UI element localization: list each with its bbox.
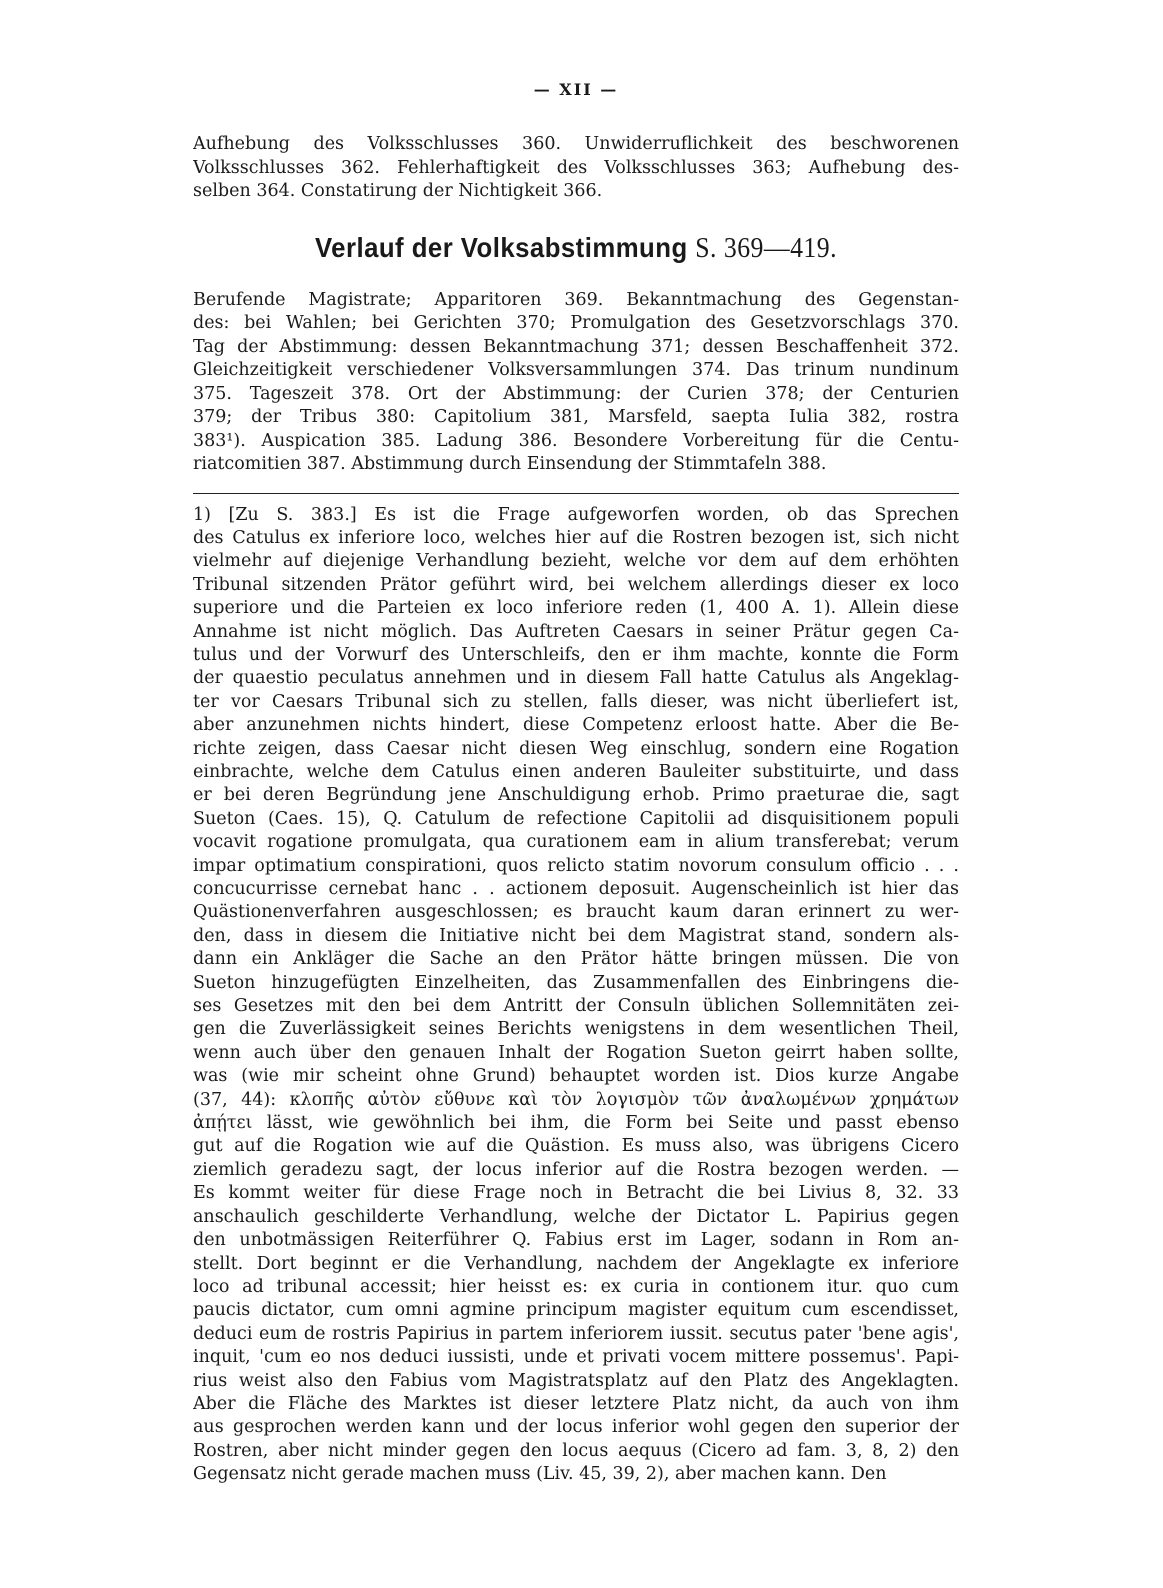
footnote-line: stellt. Dort beginnt er die Verhandlung, nachdem der Angeklagte ex inferiore xyxy=(193,1253,959,1274)
footnote-line: Tribunal sitzenden Prätor geführt wird, bei welchem allerdings dieser ex loco xyxy=(193,574,959,595)
footnote-line: ter vor Caesars Tribunal sich zu stellen, falls dieser, was nicht überliefert ist, xyxy=(193,691,959,712)
footnote-line: wenn auch über den genauen Inhalt der Rogation Sueton geirrt haben sollte, xyxy=(193,1042,959,1063)
intro-line: Aufhebung des Volksschlusses 360. Unwiderruflichkeit des beschworenen xyxy=(193,134,959,154)
footnote-line: deduci eum de rostris Papirius in partem inferiorem iussit. secutus pater 'bene agis', xyxy=(193,1323,959,1344)
footnote-line: er bei deren Begründung jene Anschuldigung erhob. Primo praeturae die, sagt xyxy=(193,785,959,806)
section-pages: S. 369—419. xyxy=(695,232,838,264)
summary-line: Gleichzeitigkeit verschiedener Volksversammlungen 374. Das trinum nundinum xyxy=(193,360,959,380)
summary-line: des: bei Wahlen; bei Gerichten 370; Promulgation des Gesetzvorschlags 370. xyxy=(193,313,959,333)
footnote-line: rius weist also den Fabius vom Magistratsplatz auf den Platz des Angeklagten. xyxy=(193,1370,959,1391)
footnote-line: 1) [Zu S. 383.] Es ist die Frage aufgeworfen worden, ob das Sprechen xyxy=(193,504,959,525)
footnote-line: anschaulich geschilderte Verhandlung, welche der Dictator L. Papirius gegen xyxy=(193,1206,959,1227)
footnote-line: einbrachte, welche dem Catulus einen anderen Bauleiter substituirte, und dass xyxy=(193,761,959,782)
footnote-line: Gegensatz nicht gerade machen muss (Liv. 45, 39, 2), aber machen kann. Den xyxy=(193,1464,887,1485)
footnote-line: paucis dictator, cum omni agmine principum magister equitum cum escendisset, xyxy=(193,1300,959,1321)
footnote-line: Es kommt weiter für diese Frage noch in Betracht die bei Livius 8, 32. 33 xyxy=(193,1183,959,1204)
footnote-line: aus gesprochen werden kann und der locus inferior wohl gegen den superior der xyxy=(193,1417,959,1438)
footnote-line: inquit, 'cum eo nos deduci iussisti, unde et privati vocem mittere possemus'. Papi- xyxy=(193,1347,959,1368)
footnote-rule xyxy=(193,493,959,494)
summary-line: 379; der Tribus 380: Capitolium 381, Marsfeld, saepta Iulia 382, rostra xyxy=(193,407,959,427)
footnote-line: dann ein Ankläger die Sache an den Prätor hätte bringen müssen. Die von xyxy=(193,949,959,970)
summary-line: Tag der Abstimmung: dessen Bekanntmachung 371; dessen Beschaffenheit 372. xyxy=(193,336,959,357)
summary-line: Berufende Magistrate; Apparitoren 369. Bekanntmachung des Gegenstan- xyxy=(193,289,959,310)
footnote-line: Sueton (Caes. 15), Q. Catulum de refectione Capitolii ad disquisitionem populi xyxy=(193,808,959,829)
footnote-line: impar optimatium conspirationi, quos relicto statim novorum consulum officio . . . xyxy=(193,855,959,876)
summary-line: 383¹). Auspication 385. Ladung 386. Besondere Vorbereitung für die Centu- xyxy=(193,430,959,451)
footnote-line: der quaestio peculatus annehmen und in diesem Fall hatte Catulus als Angeklag- xyxy=(193,668,959,689)
footnote-line: vocavit rogatione promulgata, qua curationem eam in alium transferebat; verum xyxy=(193,832,959,853)
footnote-line: tulus und der Vorwurf des Unterschleifs, den er ihm machte, konnte die Form xyxy=(193,644,959,665)
footnote-line: Quästionenverfahren ausgeschlossen; es braucht kaum daran erinnert zu wer- xyxy=(193,902,959,923)
footnote-line: was (wie mir scheint ohne Grund) behauptet worden ist. Dios kurze Angabe xyxy=(193,1066,959,1087)
section-title: Verlauf der Volksabstimmung xyxy=(314,231,688,263)
page-number: — XII — xyxy=(533,80,619,99)
footnote-line: Annahme ist nicht möglich. Das Auftreten Caesars in seiner Prätur gegen Ca- xyxy=(193,621,959,642)
footnote-line: (37, 44): κλοπῆς αὐτὸν εὔθυνε καὶ τὸν λογισμὸν τῶν ἀναλωμένων χρημάτων xyxy=(193,1089,959,1110)
intro-paragraph xyxy=(193,133,959,204)
footnote-line: den unbotmässigen Reiterführer Q. Fabius erst im Lager, sodann in Rom an- xyxy=(193,1230,959,1251)
footnote-line: Aber die Fläche des Marktes ist dieser letztere Platz nicht, da auch von ihm xyxy=(193,1393,959,1414)
footnote-line: des Catulus ex inferiore loco, welches hier auf die Rostren bezogen ist, sich nicht xyxy=(193,527,959,548)
footnote-line: gen die Zuverlässigkeit seines Berichts wenigstens in dem wesentlichen Theil, xyxy=(193,1019,959,1040)
summary-line: riatcomitien 387. Abstimmung durch Einsendung der Stimmtafeln 388. xyxy=(193,454,827,474)
intro-line: selben 364. Constatirung der Nichtigkeit 366. xyxy=(193,181,603,201)
footnote-line: ἀπῄτει lässt, wie gewöhnlich bei ihm, die Form bei Seite und passt ebenso xyxy=(193,1113,959,1134)
summary-paragraph xyxy=(193,289,959,477)
summary-line: 375. Tageszeit 378. Ort der Abstimmung: der Curien 378; der Centurien xyxy=(193,383,959,404)
document-page xyxy=(193,80,959,1487)
footnote-line: ziemlich geradezu sagt, der locus inferior auf die Rostra bezogen werden. — xyxy=(193,1159,959,1180)
footnote-line: superiore und die Parteien ex loco inferiore reden (1, 400 A. 1). Allein diese xyxy=(193,598,959,619)
footnote xyxy=(193,504,959,1487)
footnote-line: Sueton hinzugefügten Einzelheiten, das Zusammenfallen des Einbringens die- xyxy=(193,972,959,993)
footnote-line: loco ad tribunal accessit; hier heisst es: ex curia in contionem itur. quo cum xyxy=(193,1276,959,1297)
footnote-line: concucurrisse cernebat hanc . . actionem deposuit. Augenscheinlich ist hier das xyxy=(193,879,959,899)
section-heading xyxy=(224,232,929,265)
intro-line: Volksschlusses 362. Fehlerhaftigkeit des Volksschlusses 363; Aufhebung des- xyxy=(193,157,959,178)
footnote-line: vielmehr auf diejenige Verhandlung bezieht, welche vor dem auf dem erhöhten xyxy=(193,551,959,572)
footnote-line: richte zeigen, dass Caesar nicht diesen Weg einschlug, sondern eine Rogation xyxy=(193,738,959,759)
footnote-line: Rostren, aber nicht minder gegen den locus aequus (Cicero ad fam. 3, 8, 2) den xyxy=(193,1440,959,1461)
footnote-line: den, dass in diesem die Initiative nicht bei dem Magistrat stand, sondern als- xyxy=(193,925,959,946)
footnote-line: ses Gesetzes mit den bei dem Antritt der Consuln üblichen Sollemnitäten zei- xyxy=(193,996,959,1017)
footnote-line: aber anzunehmen nichts hindert, diese Competenz erloost hatte. Aber die Be- xyxy=(193,715,959,736)
footnote-line: gut auf die Rogation wie auf die Quästion. Es muss also, was übrigens Cicero xyxy=(193,1136,959,1157)
